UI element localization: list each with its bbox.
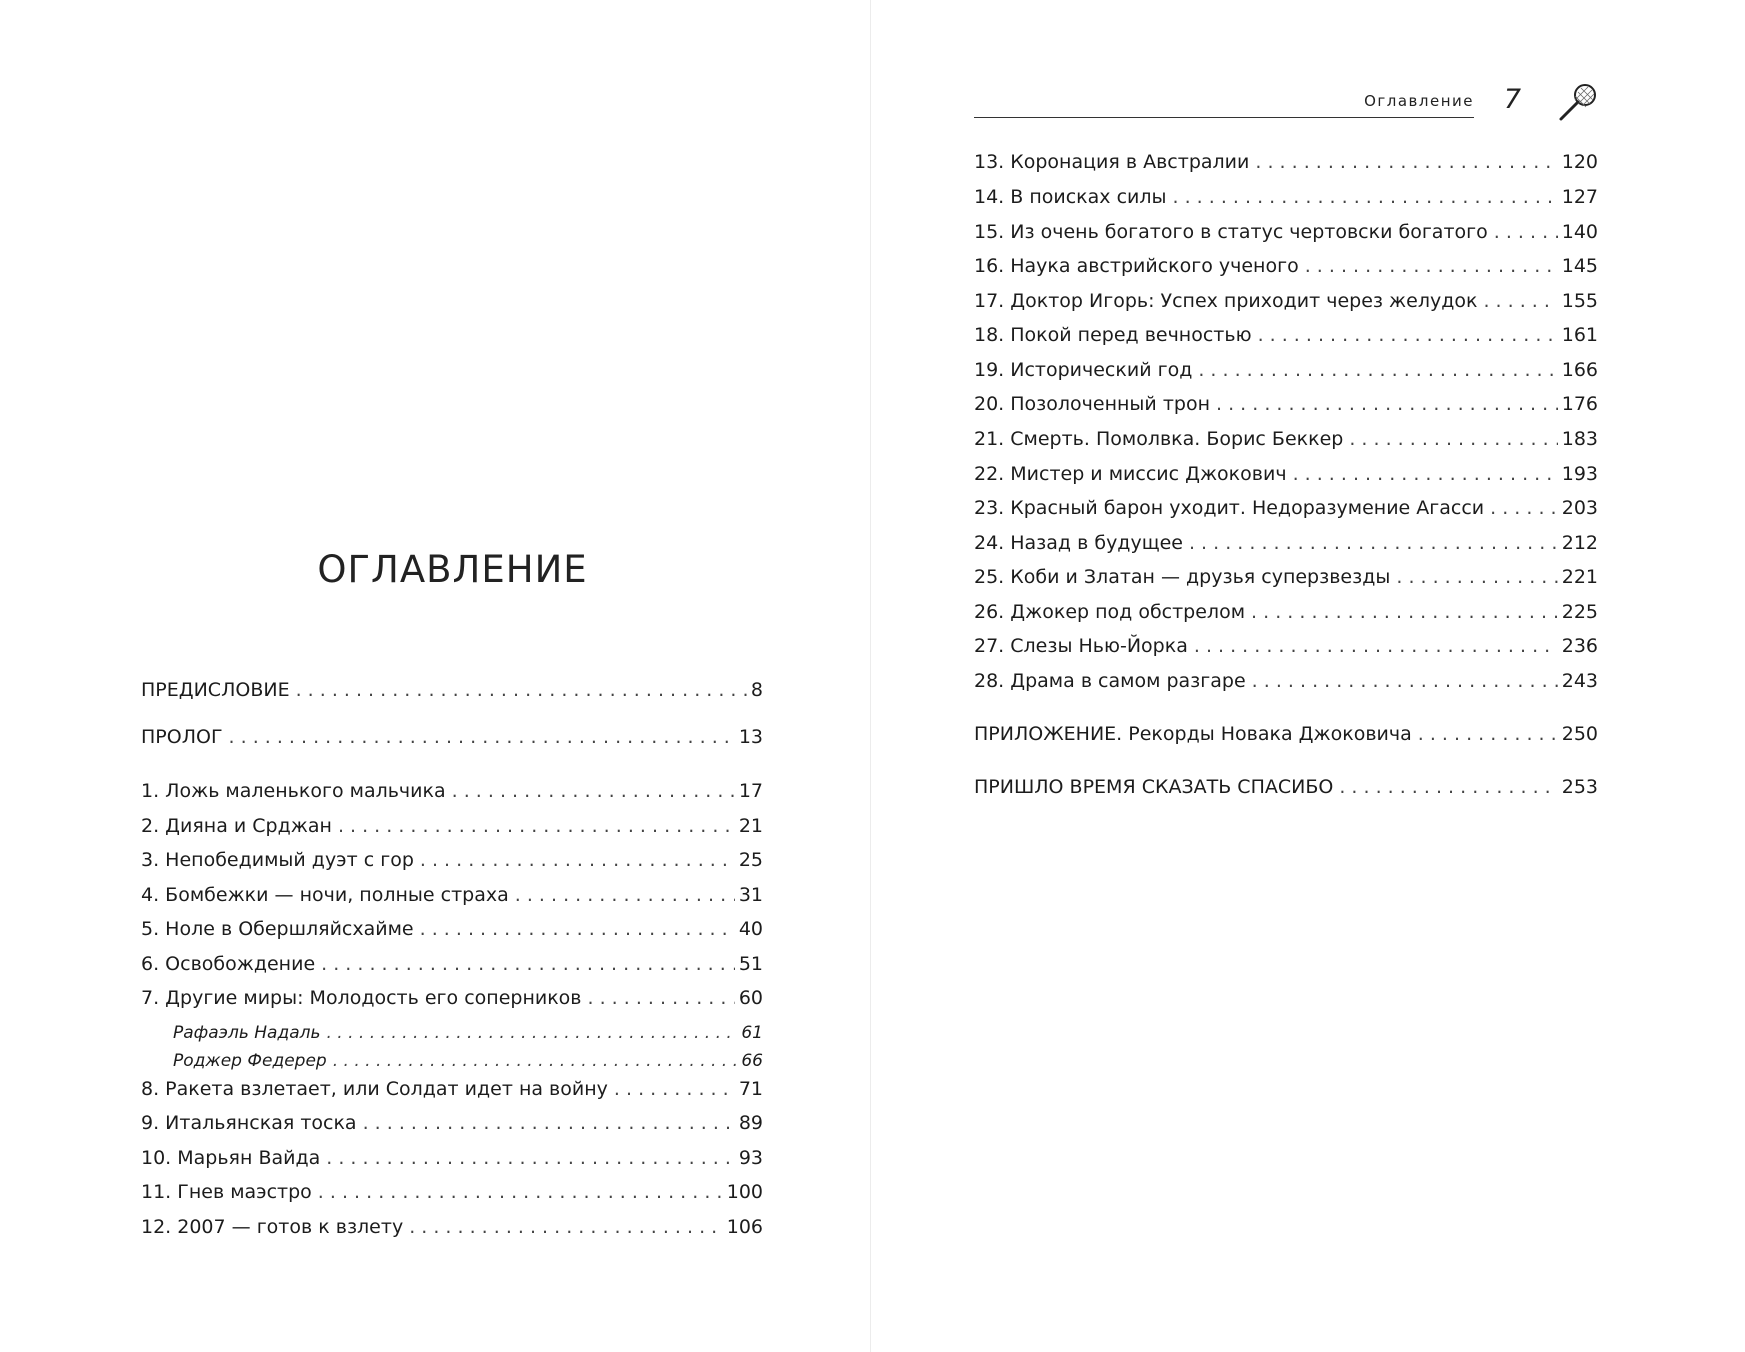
toc-entry-chapter-20[interactable] [974,390,1598,418]
toc-entry-page: 17 [738,780,763,802]
toc-entry-title: 19. Исторический год [974,359,1193,381]
toc-entry-title: 23. Красный барон уходит. Недоразумение Агасси [974,497,1485,519]
page-number: 7 [1503,84,1521,115]
toc-entry-title: 11. Гнев маэстро [141,1181,312,1203]
toc-entry-page: 31 [738,884,763,906]
toc-entry-chapter-27[interactable] [974,632,1598,660]
toc-entry-appendix[interactable] [974,720,1598,748]
toc-entry-page: 8 [750,679,763,701]
toc-entry-title: 14. В поисках силы [974,186,1167,208]
toc-entry-page: 145 [1561,255,1598,277]
toc-entry-title: 17. Доктор Игорь: Успех приходит через желудок [974,290,1478,312]
toc-entry-title: 5. Ноле в Обершляйсхайме [141,918,414,940]
toc-entry-page: 93 [738,1147,763,1169]
toc-entry-chapter-21[interactable] [974,425,1598,453]
toc-entry-title: Роджер Федерер [173,1051,327,1071]
toc-entry-chapter-8[interactable] [141,1075,763,1103]
toc-entry-title: 24. Назад в будущее [974,532,1183,554]
toc-entry-chapter-7[interactable] [141,984,763,1012]
toc-entry-chapter-23[interactable] [974,494,1598,522]
toc-entry-page: 253 [1561,776,1598,798]
toc-entry-chapter-26[interactable] [974,598,1598,626]
toc-entry-chapter-2[interactable] [141,812,763,840]
toc-entry-title: 22. Мистер и миссис Джокович [974,463,1287,485]
toc-entry-page: 106 [726,1216,763,1238]
toc-entry-title: ПРИЛОЖЕНИЕ. Рекорды Новака Джоковича [974,723,1412,745]
toc-entry-chapter-4[interactable] [141,881,763,909]
toc-entry-title: 9. Итальянская тоска [141,1112,357,1134]
toc-entry-title: ПРИШЛО ВРЕМЯ СКАЗАТЬ СПАСИБО [974,776,1334,798]
toc-entry-chapter-19[interactable] [974,356,1598,384]
toc-entry-chapter-24[interactable] [974,529,1598,557]
toc-entry-chapter-18[interactable] [974,321,1598,349]
toc-entry-title: 3. Непобедимый дуэт с гор [141,849,414,871]
toc-entry-title: 26. Джокер под обстрелом [974,601,1246,623]
toc-entry-page: 225 [1561,601,1598,623]
toc-entry-chapter-3[interactable] [141,846,763,874]
toc-entry-title: 20. Позолоченный трон [974,393,1210,415]
toc-entry-chapter-11[interactable] [141,1178,763,1206]
toc-entry-page: 140 [1561,221,1598,243]
toc-entry-chapter-6[interactable] [141,950,763,978]
toc-subentry-federer[interactable] [141,1047,763,1075]
running-head [974,84,1598,124]
toc-entry-chapter-15[interactable] [974,218,1598,246]
toc-entry-page: 127 [1561,186,1598,208]
toc-entry-title: 27. Слезы Нью-Йорка [974,635,1188,657]
toc-entry-page: 161 [1561,324,1598,346]
toc-entry-page: 40 [738,918,763,940]
toc-entry-title: 21. Смерть. Помолвка. Борис Беккер [974,428,1344,450]
toc-entry-page: 250 [1561,723,1598,745]
toc-entry-page: 61 [741,1023,763,1043]
toc-entry-title: 1. Ложь маленького мальчика [141,780,446,802]
toc-entry-chapter-28[interactable] [974,667,1598,695]
toc-entry-title: 10. Марьян Вайда [141,1147,321,1169]
toc-entry-page: 13 [738,726,763,748]
toc-entry-title: 13. Коронация в Австралии [974,151,1250,173]
toc-entry-page: 183 [1561,428,1598,450]
toc-entry-page: 176 [1561,393,1598,415]
toc-entry-page: 155 [1561,290,1598,312]
toc-entry-title: 2. Дияна и Срджан [141,815,332,837]
toc-entry-page: 89 [738,1112,763,1134]
toc-entry-title: 15. Из очень богатого в статус чертовски богатого [974,221,1488,243]
toc-entry-page: 51 [738,953,763,975]
toc-entry-chapter-1[interactable] [141,777,763,805]
toc-entry-chapter-14[interactable] [974,183,1598,211]
toc-entry-chapter-17[interactable] [974,287,1598,315]
toc-entry-page: 100 [726,1181,763,1203]
toc-entry-title: 18. Покой перед вечностью [974,324,1252,346]
toc-entry-prologue[interactable] [141,723,763,751]
header-rule [974,117,1474,118]
toc-entry-page: 60 [738,987,763,1009]
toc-entry-title: 25. Коби и Златан — друзья суперзвезды [974,566,1391,588]
toc-entry-title: 8. Ракета взлетает, или Солдат идет на войну [141,1078,608,1100]
toc-entry-title: 28. Драма в самом разгаре [974,670,1246,692]
toc-entry-chapter-13[interactable] [974,148,1598,176]
toc-entry-chapter-5[interactable] [141,915,763,943]
toc-entry-page: 120 [1561,151,1598,173]
page-title: ОГЛАВЛЕНИЕ [317,548,588,591]
toc-entry-page: 243 [1561,670,1598,692]
toc-entry-preface[interactable] [141,676,763,704]
toc-entry-page: 236 [1561,635,1598,657]
page-gutter [870,0,871,1352]
tennis-racket-icon [1556,82,1598,122]
toc-entry-page: 166 [1561,359,1598,381]
toc-entry-title: 6. Освобождение [141,953,316,975]
toc-entry-page: 25 [738,849,763,871]
toc-entry-title: 7. Другие миры: Молодость его соперников [141,987,582,1009]
toc-entry-title: 4. Бомбежки — ночи, полные страха [141,884,509,906]
toc-entry-title: 12. 2007 — готов к взлету [141,1216,404,1238]
toc-entry-page: 193 [1561,463,1598,485]
toc-entry-chapter-12[interactable] [141,1213,763,1241]
toc-entry-chapter-10[interactable] [141,1144,763,1172]
toc-entry-title: ПРОЛОГ [141,726,223,748]
toc-entry-page: 71 [738,1078,763,1100]
toc-entry-acknowledgements[interactable] [974,773,1598,801]
toc-entry-page: 212 [1561,532,1598,554]
toc-entry-page: 221 [1561,566,1598,588]
toc-entry-chapter-22[interactable] [974,460,1598,488]
toc-entry-page: 66 [741,1051,763,1071]
toc-subentry-nadal[interactable] [141,1019,763,1047]
toc-entry-chapter-9[interactable] [141,1109,763,1137]
toc-entry-title: 16. Наука австрийского ученого [974,255,1299,277]
toc-entry-chapter-25[interactable] [974,563,1598,591]
toc-entry-title: Рафаэль Надаль [173,1023,321,1043]
toc-entry-page: 203 [1561,497,1598,519]
toc-entry-chapter-16[interactable] [974,252,1598,280]
running-head-label: Оглавление [1364,92,1474,110]
toc-entry-title: ПРЕДИСЛОВИЕ [141,679,290,701]
toc-entry-page: 21 [738,815,763,837]
